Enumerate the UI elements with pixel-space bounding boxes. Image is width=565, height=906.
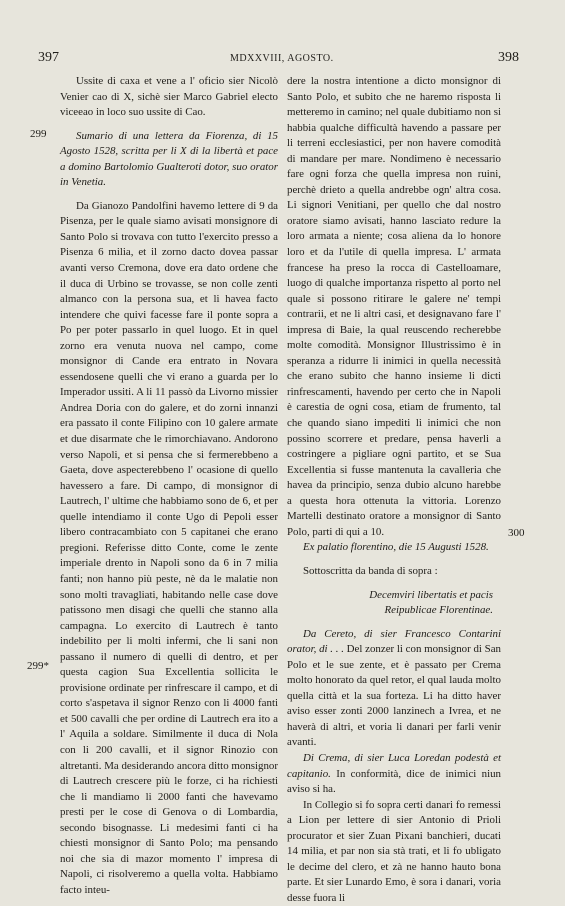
cereto-body: Del zonzer li con monsignor di San Polo et le sue zente, et è passato per Crema molto honorato da quel retor, el qual lauda molto quella città et la sua forteza. Li ha ditto haver aviso esser zonti 2000 lanzinech a Ivrea, et ne haverà di altri, et voria li danari per farli venir avanti. bbox=[287, 643, 501, 749]
margin-number-299: 299 bbox=[30, 128, 47, 140]
cereto-dispatch bbox=[287, 627, 501, 751]
collegio-paragraph: In Collegio si fo sopra certi danari fo remessi a Lion per lettere di sier Antonio di Prioli procurator et sier Zuan Pixani banchieri, ducati 14 milia, et par non sia stà trati, et li fo ubligato le decime del clero, et zà ne hanno hauto bona parte. Et sier Lunardo Emo, è sora i danari, voria desse fuora li bbox=[287, 798, 501, 904]
paragraph-intro: Ussite di caxa et vene a l' oficio sier Nicolò Venier cao di X, sichè sier Marco Gabriel electo viceeao in loco suo ussite di Cao. bbox=[60, 75, 278, 119]
right-column bbox=[287, 74, 501, 906]
letter-summary-heading: Sumario di una lettera da Fiorenza, di 15 Agosto 1528, scritta per li X di la libertà et pace a domino Bartolomio Gualteroti dotor, suo orator in Venetia. bbox=[60, 129, 278, 189]
letter-body-continued: dere la nostra intentione a dicto monsignor di Santo Polo, et subito che ne haremo risposta li metteremo in camino; nel quale dubitiamo non si habbia qualche difficultà havendo a passare per li terreni ecclesiastici, per non havere comodità di mandare per mare. Nondimeno è necessario fare ogni forza che quella impresa non ruini, perchè drieto a quella andrebbe ogn' altra cosa. Li signori Venitiani, per quello che dal nostro oratore siamo avisati, hanno lasciato redure la loro armata a niente; cosa aliena da lo honore loro et da l'utile di quella impresa. L' armata francese ha preso la rocca di Castelloamare, luogo di qualche importanza rispetto al porto nel quale si possono ritirare le galere ne' tempi contrarii, et ne li altri casi, et designavano fare l' impresa di Baie, la qual reuscendo recherebbe molte comodità. Monsignor Illustrissimo è in speranza a ridurre li inimici in quella necessità che erano subito che hanno insieme li dicti rinfrescamenti, havendo per certo che in Napoli è carestia de ogni cosa, etiam de frumento, tal che quando siano impediti li inimici che non possino scorrere et predare, pensa haverli a costringere a pigliare ogni partito, et se Sua Excellentia si fusse mantenuta la cavalleria che havea da principio, senza dubio alcuno harebbe a questa hora ottenuta la vittoria. Lorenzo Martelli destinato oratore a monsignor di Santo Polo, parti di qui a 10. bbox=[287, 75, 501, 538]
subscription-line: Sottoscritta da banda di sopra : bbox=[303, 564, 438, 577]
margin-number-299-star: 299* bbox=[27, 660, 49, 672]
crema-body: In conformità, dice de inimici niun aviso si ha. bbox=[287, 767, 501, 796]
signature-line-1: Decemviri libertatis et pacis bbox=[369, 588, 493, 601]
left-column bbox=[60, 74, 278, 898]
right-page-number: 398 bbox=[498, 50, 519, 65]
letter-dateline: Ex palatio florentino, die 15 Augusti 1528. bbox=[303, 541, 489, 554]
signature-line-2: Reipublicae Florentinae. bbox=[384, 604, 493, 617]
margin-number-300: 300 bbox=[508, 527, 525, 539]
crema-dispatch bbox=[287, 751, 501, 798]
cereto-heading: Da Cereto, di sier Francesco Contarini orator, di . . . bbox=[287, 627, 501, 656]
running-title: MDXXVIII, AGOSTO. bbox=[230, 53, 334, 64]
crema-heading: Di Crema, di sier Luca Loredan podestà et capitanio. bbox=[287, 751, 501, 780]
page-header bbox=[0, 50, 565, 70]
left-page-number: 397 bbox=[38, 50, 59, 65]
letter-body: Da Gianozo Pandolfini havemo lettere di 9 da Pisenza, per le quale siamo avisati monsignore di Santo Polo si trovava con tutto l'exercito presso a Pisenza 6 milia, et il zorno dacto dovea passar avanti verso Cremona, dove era dato ordene che il duca di Urbino se trovasse, se non colle zenti almanco con la persona sua, et li havea facto intendere che quivi facesse fare il ponte sopra a Po per poter passarlo in quel luogo. Et in quel zorno era venuta nuova nel campo, come monsignor di Cande era entrato in Novara essendosene quelli che vi erano a guarda per lo Imperador ussiti. A li 11 passò da Livorno missier Andrea Doria con do galere, et do zorni innanzi era passato il conte Filipino con 10 galere armate et due disarmate che le rimorchiavano. Andorono verso Napoli, et si pensa che si fermerebbeno a Gaeta, dove aspecterebbeno l' ocasione di quello havessero a fare. Di campo, di monsignor di Lautrech, l' ultime che habbiamo sono de 6, et per quelle intendiamo il conte Ugo di Pepoli esser libero contracambiato con 5 capitanei che erano pregioni. Referisse ditto Conte, come le zente imperiale drento in Napoli sono da 6 in 7 milia fanti; non hanno più peste, nè da le malatie non sono molti travagliati, habitando nelle case dove patissono men disagi che quelli che stanno alla campagna. Lo exercito di Lautrech è tanto indebilito per li molti infermi, che li sani non passano il numero di quelli di dentro, et per questa cagion Sua Excellentia sollicita le provisione ordinate per rinfrescare il campo, et di corto s'aspetava il signor Renzo con li 4000 fanti et 500 cavalli che per ordine di Lautrech era ito a l' Aquila a soldare. Similmente il duca di Nola con li 200 cavalli, et il signor Rinozio con altretanti. Ma desiderando ancora ditto monsignor di Lautrech crescere più le forze, ci ha richiesti che li mandiamo li 2000 fanti che havevamo presti per le cose di Genova o di Lombardia, secondo bisognasse. Li medesimi fanti ci ha chiesti monsignor di Santo Polo; ma pensando noi che sia di mazor momento l' impresa di Napoli, ci risolveremo a quella volta. Habbiamo facto inteu- bbox=[60, 199, 278, 896]
